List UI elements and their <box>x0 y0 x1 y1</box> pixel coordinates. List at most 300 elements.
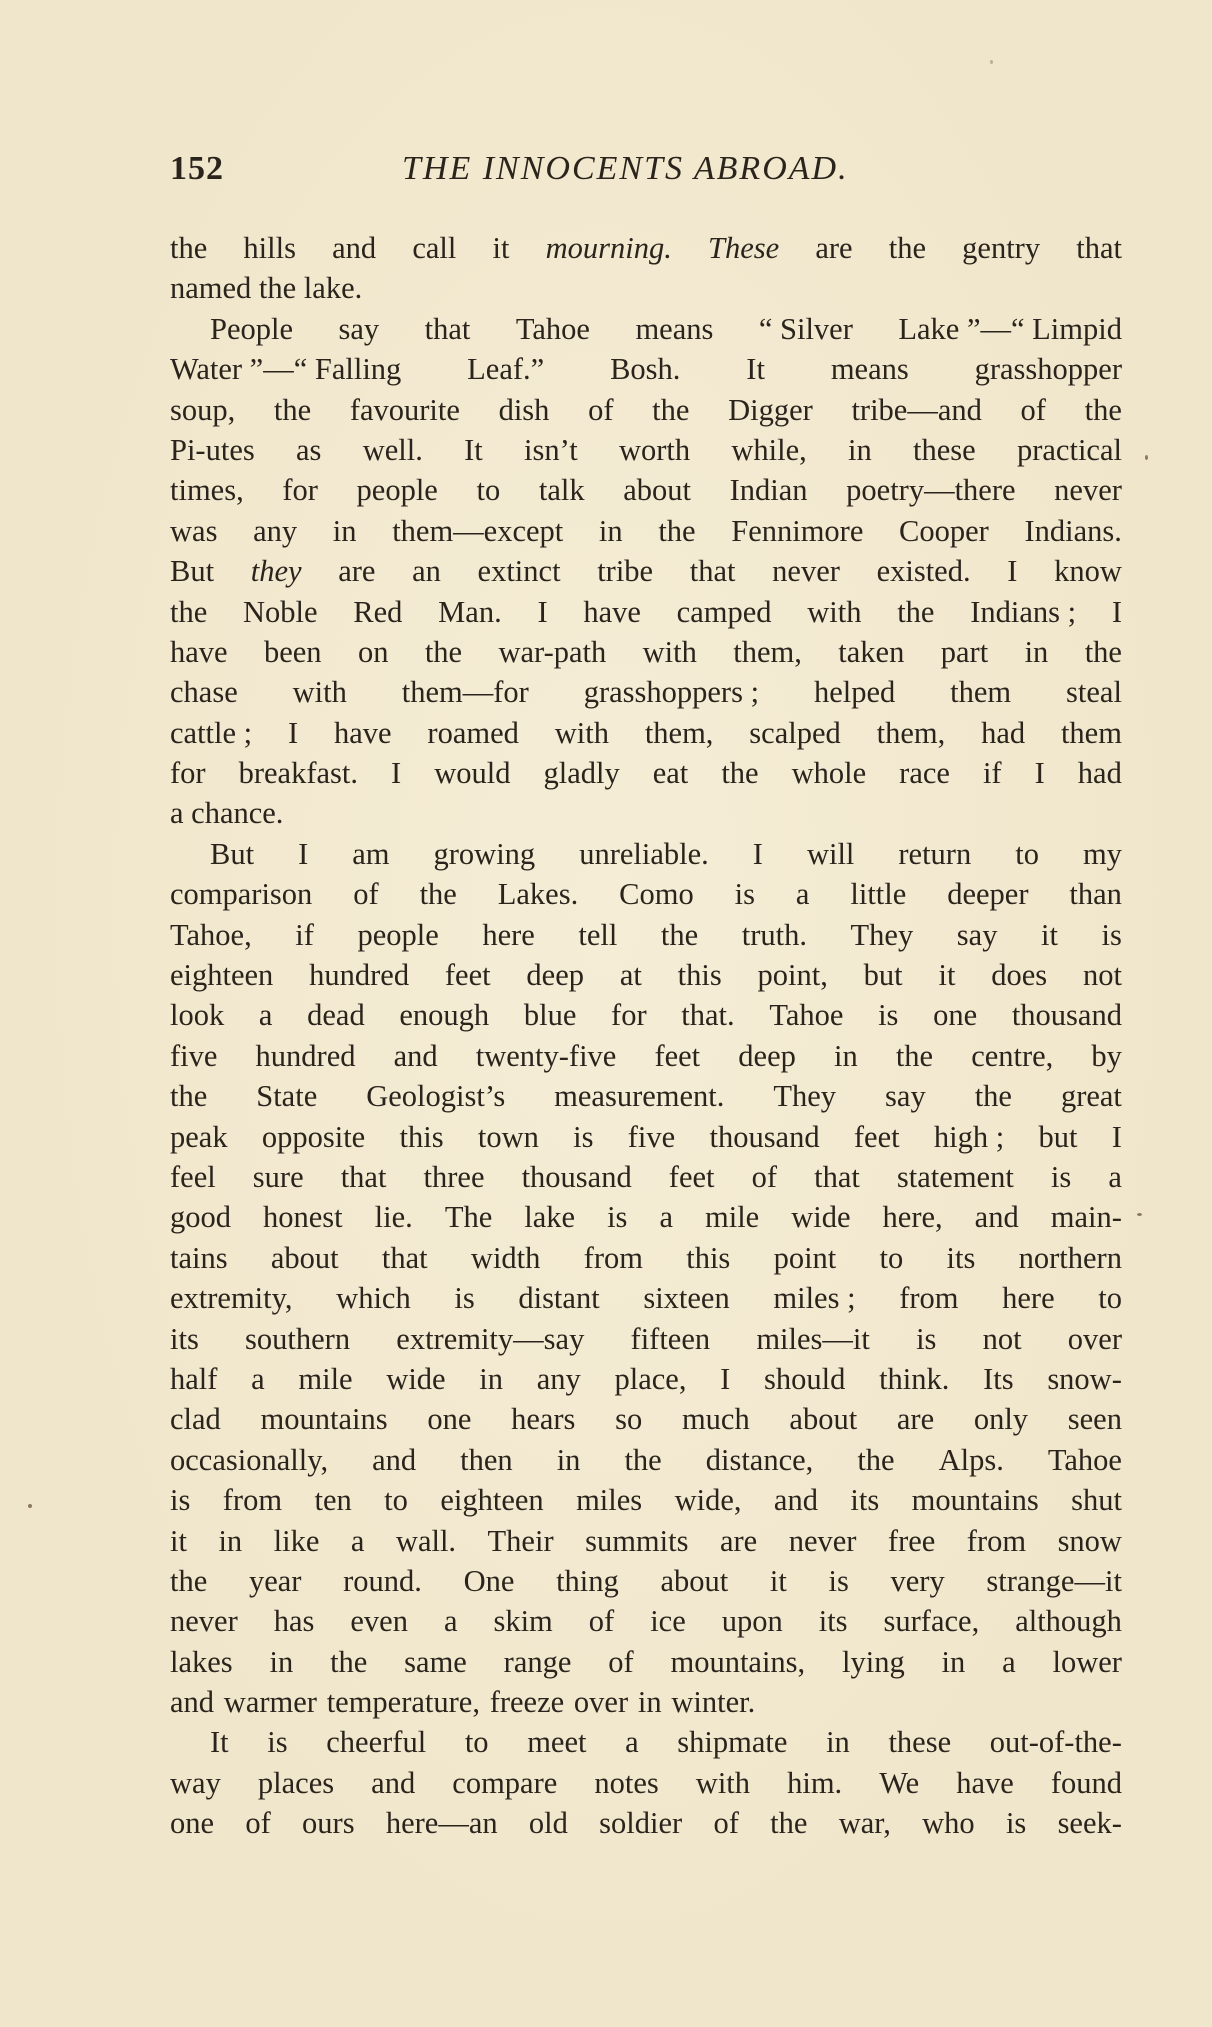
word: three <box>423 1159 485 1194</box>
word: even <box>350 1604 408 1639</box>
word: statement <box>896 1159 1014 1194</box>
word: that <box>689 554 736 589</box>
word: practical <box>1016 432 1122 467</box>
word: great <box>1060 1079 1122 1114</box>
word: Como <box>619 877 694 912</box>
word: peak <box>170 1119 228 1154</box>
word: are <box>815 231 853 265</box>
word: Geologist’s <box>366 1079 506 1114</box>
word: taken <box>838 634 905 669</box>
word: Indian <box>729 473 808 508</box>
word: truth. <box>741 917 807 952</box>
text-line <box>170 470 1122 510</box>
word: round. <box>343 1563 422 1598</box>
word: wide <box>386 1361 446 1396</box>
word: it <box>170 1523 187 1558</box>
word: comparison <box>170 877 313 912</box>
word: them, <box>733 634 802 669</box>
word: is <box>734 877 755 912</box>
word: has <box>273 1604 315 1639</box>
word: cattle ; <box>170 715 253 750</box>
word: and <box>371 1765 416 1800</box>
word: in <box>941 1644 966 1679</box>
text-line <box>170 672 1122 712</box>
word: a <box>659 1200 673 1235</box>
word: would <box>434 756 511 791</box>
word: seek- <box>1057 1806 1122 1841</box>
word: is <box>454 1281 475 1316</box>
word: shipmate <box>677 1725 788 1760</box>
word: that <box>424 311 471 346</box>
word: thousand <box>1011 998 1122 1033</box>
word: I <box>1034 756 1045 791</box>
word: with <box>292 675 347 710</box>
word: the <box>652 392 690 427</box>
word: Water ”—“ Falling <box>170 352 402 387</box>
word: part <box>940 634 989 669</box>
word: places <box>257 1765 335 1800</box>
word: am <box>352 836 390 871</box>
word: one <box>427 1402 472 1437</box>
word: opposite <box>261 1119 366 1154</box>
word: here <box>1002 1281 1055 1316</box>
word: half <box>170 1361 218 1396</box>
text-line <box>170 1521 1122 1561</box>
word: People <box>210 311 294 346</box>
word: It <box>464 432 483 467</box>
word: is <box>878 998 899 1033</box>
word: notes <box>594 1765 659 1800</box>
word: tribe <box>597 554 654 589</box>
word: is <box>1101 917 1122 952</box>
text-line <box>170 1076 1122 1116</box>
word: had <box>981 715 1026 750</box>
word: distant <box>518 1281 600 1316</box>
word: them, <box>876 715 946 750</box>
word: eighteen <box>170 958 274 993</box>
word: lying <box>842 1644 905 1679</box>
word: hundred <box>255 1038 356 1073</box>
word: feet <box>654 1038 701 1073</box>
text-line <box>170 955 1122 995</box>
word: clad <box>170 1402 221 1437</box>
word: We <box>879 1765 920 1800</box>
word: shut <box>1071 1483 1122 1518</box>
word: the <box>170 594 208 629</box>
word: call <box>412 231 457 265</box>
word: five <box>170 1038 218 1073</box>
word: look <box>170 998 225 1033</box>
word: hills <box>243 231 296 265</box>
text-line <box>170 834 1122 874</box>
word: mile <box>298 1361 353 1396</box>
word: Leaf.” <box>467 352 545 387</box>
word: tribe—and <box>851 392 982 427</box>
word: high ; <box>933 1119 1005 1154</box>
word: the <box>721 756 759 791</box>
word: mile <box>705 1200 760 1235</box>
word: it <box>938 958 956 993</box>
word: over <box>1067 1321 1122 1356</box>
text-line <box>170 1642 1122 1682</box>
word: But <box>170 554 215 589</box>
word: fifteen <box>630 1321 711 1356</box>
word: so <box>615 1402 643 1437</box>
word: one <box>170 1806 215 1841</box>
word: not <box>1082 958 1122 993</box>
word: Lakes. <box>497 877 579 912</box>
word: I <box>1111 594 1122 629</box>
word: thousand <box>521 1159 632 1194</box>
word: a chance. <box>170 796 284 831</box>
word: little <box>850 877 907 912</box>
word: Alps. <box>938 1442 1004 1477</box>
print-speck <box>1137 1213 1142 1216</box>
word: the <box>658 513 696 548</box>
word: say <box>338 311 380 346</box>
word: feet <box>444 958 491 993</box>
word: One <box>463 1563 515 1598</box>
word: tains <box>170 1240 228 1275</box>
word: enough <box>399 998 490 1033</box>
word: its <box>850 1483 880 1518</box>
word: as <box>296 432 322 467</box>
word: are <box>896 1402 935 1437</box>
word: very <box>890 1563 945 1598</box>
word: thousand <box>709 1119 820 1154</box>
text-line <box>170 753 1122 793</box>
text-line <box>170 1763 1122 1803</box>
word: meet <box>527 1725 587 1760</box>
word: is <box>573 1119 594 1154</box>
word: miles ; <box>773 1281 856 1316</box>
word: miles <box>576 1483 643 1518</box>
word: snow <box>1057 1523 1122 1558</box>
word: its <box>170 1321 199 1356</box>
word: town <box>477 1119 539 1154</box>
text-line <box>170 511 1122 551</box>
word: this <box>399 1119 444 1154</box>
word: have <box>583 594 641 629</box>
word: camped <box>676 594 772 629</box>
text-line <box>170 349 1122 389</box>
word: have <box>334 715 392 750</box>
word: Cooper <box>899 513 989 548</box>
word: summits <box>585 1523 689 1558</box>
word: that <box>381 1240 428 1275</box>
word: eat <box>652 756 689 791</box>
word: deep <box>738 1038 796 1073</box>
word: worth <box>618 432 691 467</box>
word: main- <box>1050 1200 1122 1235</box>
word: extremity—say <box>396 1321 585 1356</box>
word: extinct <box>477 554 561 589</box>
text-line <box>170 1157 1122 1197</box>
word: these <box>913 432 976 467</box>
word: like <box>273 1523 320 1558</box>
word: Lake ”—“ Limpid <box>898 311 1122 346</box>
text-line <box>170 632 1122 672</box>
word: it <box>769 1563 787 1598</box>
text-line <box>170 390 1122 430</box>
word: the <box>857 1442 895 1477</box>
word: The <box>444 1200 493 1235</box>
word: sixteen <box>643 1281 730 1316</box>
word: is <box>916 1321 937 1356</box>
word: them—for <box>401 675 529 710</box>
word: isn’t <box>524 432 578 467</box>
text-line <box>170 1480 1122 1520</box>
word: northern <box>1018 1240 1122 1275</box>
word: for <box>282 473 318 508</box>
word: feet <box>853 1119 900 1154</box>
word: of <box>608 1644 634 1679</box>
text-line <box>170 1561 1122 1601</box>
word: freeze <box>489 1685 565 1720</box>
word: unreliable. <box>579 836 709 871</box>
word: the <box>419 877 457 912</box>
word: about <box>789 1402 858 1437</box>
word: thing <box>556 1563 619 1598</box>
word: well. <box>362 432 423 467</box>
word: the <box>1084 392 1122 427</box>
text-line <box>170 874 1122 914</box>
word: cheerful <box>326 1725 427 1760</box>
word: here—an <box>385 1806 498 1841</box>
word: feet <box>668 1159 715 1194</box>
word: not <box>982 1321 1022 1356</box>
word: times, <box>170 473 244 508</box>
word: in <box>598 513 623 548</box>
word: in <box>556 1442 581 1477</box>
word: with <box>554 715 609 750</box>
word: had <box>1077 756 1122 791</box>
word: if <box>295 917 314 952</box>
word: them <box>1060 715 1122 750</box>
word: out-of-the- <box>989 1725 1122 1760</box>
word: will <box>806 836 855 871</box>
word: roamed <box>427 715 519 750</box>
word: dead <box>307 998 365 1033</box>
word: Fennimore <box>731 513 864 548</box>
word: eighteen <box>440 1483 544 1518</box>
word: of <box>713 1806 739 1841</box>
word: Man. <box>438 594 502 629</box>
word: It <box>746 352 765 387</box>
word: return <box>898 836 972 871</box>
page-number: 152 <box>170 150 224 187</box>
word: found <box>1050 1765 1122 1800</box>
word: winter. <box>671 1685 756 1720</box>
word: the <box>424 634 463 669</box>
word: compare <box>452 1765 558 1800</box>
word: blue <box>523 998 577 1033</box>
word: same <box>404 1644 467 1679</box>
text-line <box>170 228 1122 268</box>
word: lie. <box>374 1200 413 1235</box>
word: “ Silver <box>758 311 853 346</box>
word: existed. <box>876 554 971 589</box>
word: an <box>412 554 441 589</box>
word: named the lake. <box>170 271 363 306</box>
word: gladly <box>543 756 620 791</box>
word: in <box>1024 634 1049 669</box>
print-speck <box>1145 455 1148 460</box>
word: temperature, <box>326 1685 480 1720</box>
page-header <box>170 150 1130 200</box>
word: of <box>751 1159 778 1194</box>
word: with <box>695 1765 751 1800</box>
word: breakfast. <box>238 756 358 791</box>
word: for <box>170 756 206 791</box>
word: been <box>263 634 322 669</box>
word: favourite <box>349 392 460 427</box>
text-line <box>170 1117 1122 1157</box>
word: point, <box>757 958 828 993</box>
text-line <box>170 1440 1122 1480</box>
word: say <box>956 917 998 952</box>
word: him. <box>787 1765 843 1800</box>
word: about <box>270 1240 339 1275</box>
word: measurement. <box>554 1079 725 1114</box>
word: its <box>818 1604 848 1639</box>
word: only <box>973 1402 1029 1437</box>
word: in <box>826 1725 850 1760</box>
word: ours <box>302 1806 355 1841</box>
word: honest <box>263 1200 343 1235</box>
word: in <box>218 1523 243 1558</box>
word: miles—it <box>756 1321 870 1356</box>
word: who <box>922 1806 975 1841</box>
word: whole <box>791 756 867 791</box>
word: Tahoe <box>1047 1442 1122 1477</box>
word: and <box>170 1685 215 1720</box>
word: Its <box>983 1361 1014 1396</box>
word: this <box>686 1240 731 1275</box>
word: one <box>933 998 978 1033</box>
word: seen <box>1067 1402 1122 1437</box>
word: the <box>170 1563 208 1598</box>
word: snow- <box>1047 1361 1122 1396</box>
text-line <box>170 1803 1122 1843</box>
word: gentry <box>962 231 1041 265</box>
word: occasionally, <box>170 1442 329 1477</box>
word: extremity, <box>170 1281 293 1316</box>
word: in <box>637 1685 662 1720</box>
word: have <box>956 1765 1014 1800</box>
word: does <box>991 958 1048 993</box>
word: the <box>770 1806 808 1841</box>
text-line <box>170 309 1122 349</box>
word: in <box>833 1038 858 1073</box>
word: war, <box>838 1806 891 1841</box>
word: southern <box>245 1321 351 1356</box>
word: surface, <box>883 1604 980 1639</box>
word: for <box>611 998 647 1033</box>
word: to <box>879 1240 904 1275</box>
word: mountains, <box>670 1644 806 1679</box>
word: a <box>258 998 273 1033</box>
text-line <box>170 551 1122 591</box>
word: never <box>170 1604 238 1639</box>
word: a <box>251 1361 265 1396</box>
word: although <box>1015 1604 1122 1639</box>
word: means <box>830 352 909 387</box>
word: Digger <box>728 392 813 427</box>
word: any <box>536 1361 581 1396</box>
word: tell <box>578 917 618 952</box>
word: chase <box>170 675 238 710</box>
word: never <box>772 554 840 589</box>
word: to <box>384 1483 408 1518</box>
word: is <box>1050 1159 1072 1194</box>
word: five <box>627 1119 676 1154</box>
word: much <box>681 1402 750 1437</box>
word: them <box>950 675 1012 710</box>
word: grasshopper <box>974 352 1122 387</box>
word: war-path <box>498 634 607 669</box>
print-speck <box>990 60 993 64</box>
text-line <box>170 430 1122 470</box>
word: this <box>677 958 722 993</box>
word: Tahoe <box>769 998 844 1033</box>
word: Tahoe <box>515 311 590 346</box>
text-line <box>170 1319 1122 1359</box>
word: hears <box>511 1402 576 1437</box>
italic-word: they <box>250 554 302 589</box>
word: to <box>476 473 501 508</box>
word: and <box>393 1038 438 1073</box>
word: race <box>899 756 950 791</box>
word: is <box>828 1563 849 1598</box>
text-line <box>170 915 1122 955</box>
word: Noble <box>243 594 318 629</box>
word: the <box>624 1442 662 1477</box>
word: from <box>222 1483 283 1518</box>
word: skim <box>493 1604 553 1639</box>
word: and <box>974 1200 1019 1235</box>
text-line <box>170 592 1122 632</box>
word: that <box>340 1159 387 1194</box>
word: hundred <box>309 958 410 993</box>
word: in <box>848 432 872 467</box>
word: It <box>210 1725 229 1760</box>
word: I <box>537 594 548 629</box>
word: way <box>170 1765 221 1800</box>
word: the <box>897 594 935 629</box>
word: them, <box>644 715 714 750</box>
word: Pi-utes <box>170 432 255 467</box>
word: to <box>1015 836 1039 871</box>
word: I <box>752 836 763 871</box>
word: width <box>470 1240 541 1275</box>
word: year <box>248 1563 302 1598</box>
word: the <box>170 231 208 265</box>
word: They <box>850 917 914 952</box>
word: from <box>899 1281 959 1316</box>
word: here <box>482 917 535 952</box>
word: I <box>391 756 402 791</box>
word: to <box>464 1725 489 1760</box>
word: grasshoppers ; <box>583 675 760 710</box>
word: these <box>888 1725 952 1760</box>
word: a <box>1108 1159 1122 1194</box>
word: I <box>287 715 299 750</box>
word: the <box>660 917 699 952</box>
word: any <box>253 513 298 548</box>
word: lower <box>1052 1644 1122 1679</box>
word: and <box>773 1483 818 1518</box>
